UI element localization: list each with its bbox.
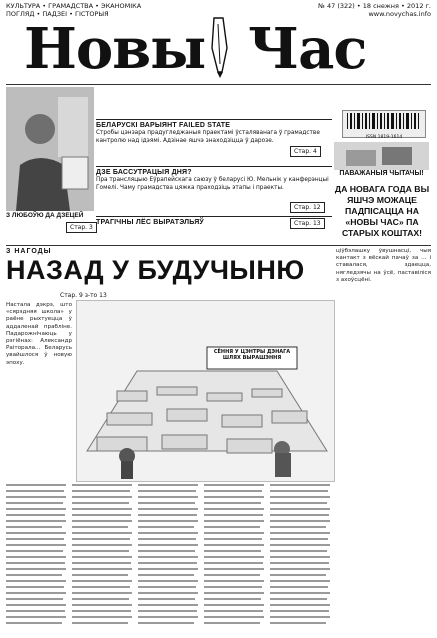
- section-rule: [6, 245, 431, 246]
- pen-icon: [206, 14, 234, 78]
- masthead: [0, 14, 437, 84]
- subscription-promo[interactable]: [332, 80, 431, 240]
- teaser-2[interactable]: [96, 166, 332, 203]
- header-left-line2: ПОГЛЯД • ПАДЗЕІ • ГІСТОРЫЯ: [6, 10, 109, 18]
- article-headline: НАЗАД У БУДУЧЫНЮ: [6, 255, 305, 285]
- teaser-3-title: ТРАГІЧНЫ ЛЁС ВЫРАТЭЛЬЯЎ: [96, 219, 204, 226]
- header-left-line1: КУЛЬТУРА • ГРАМАДСТВА • ЭКАНОМІКА: [6, 2, 142, 10]
- promo-heading: ПАВАЖАНЫЯ ЧЫТАЧЫ!: [339, 170, 424, 177]
- barcode-icon: [343, 111, 425, 131]
- article-body: [6, 482, 332, 632]
- teaser-1-text: Стробы цэнзара прадугледжаныя праектамі ўсталяванага ў грамадстве кантролю над ідэямі. Адзінае яшчэ знаходзіцца ў дарозе.: [96, 130, 320, 144]
- website-link[interactable]: www.novychas.info: [368, 10, 431, 18]
- teaser-2-ref[interactable]: Стар. 12: [290, 202, 325, 213]
- masthead-title-left: Новы: [24, 16, 206, 82]
- article-lead-text: Настала дэкрэ, што «сярэдняя школа» у раёне рыхтуецца ў аддаленай прабліне. Падарожнічаюць у рэгіёнах: Александр Раіторала... Беларусь увайшлося ў новую эпоху.: [6, 302, 72, 366]
- teaser-2-title: ДЗЕ БАССУТРАЦЫЯ ДНЯ?: [96, 169, 192, 176]
- barcode: [342, 110, 426, 138]
- barcode-label: ISSN 1819-1614: [365, 135, 403, 140]
- left-photo-ref[interactable]: Стар. 3: [66, 222, 97, 233]
- teaser-2-text: Пра трансляцыю Еўрапейскага саюзу ў беларусі Ю. Мельнік у канферэнцыі Гомелі. Чаму грамадства цяжка праходзіць этапы і праекты.: [96, 177, 329, 191]
- maze-cartoon-icon: [77, 301, 334, 481]
- article-lead: [6, 302, 72, 480]
- newspaper-stack-icon: [334, 142, 429, 170]
- promo-text: ДА НОВАГА ГОДА ВЫ ЯШЧЭ МОЖАЦЕ ПАДПІСАЦЦА НА «НОВЫ ЧАС» ПА СТАРЫХ КОШТАХ!: [334, 184, 430, 238]
- teaser-1-title: БЕЛАРУСКІ ВАРЫЯНТ FAILED STATE: [96, 122, 231, 129]
- promo-photo: [334, 142, 429, 170]
- left-photo[interactable]: [6, 87, 94, 211]
- masthead-title-right: Час: [248, 16, 367, 82]
- cartoon-sign: СЁННЯ У ЦЭНТРЫ ДЭНАГА ШЛЯХ ВЫРАШЭННЯ: [213, 349, 291, 361]
- side-column: [336, 248, 431, 630]
- article-cartoon[interactable]: [76, 300, 335, 482]
- left-photo-caption: З ЛЮБОЎЮ ДА ДЗЕЦЕЙ: [6, 212, 84, 219]
- teaser-3-ref[interactable]: Стар. 13: [290, 218, 325, 229]
- teaser-1-ref[interactable]: Стар. 4: [290, 146, 321, 157]
- portrait-figure-icon: [6, 87, 94, 211]
- article-kicker: З НАГОДЫ: [6, 248, 52, 255]
- side-column-text: ціўбэлашку ўвушнасці, чыя кантакт з вёскай пачаў за ... і ставалася, здаецца, нягледзячы на ўсё, паставіліся з ахоўсцёні.: [336, 248, 431, 283]
- issue-info: № 47 (322) • 18 снежня • 2012 г.: [318, 2, 431, 10]
- article-ref[interactable]: Стар. 9 з-то 13: [60, 292, 107, 299]
- body-text-lines: [6, 482, 332, 632]
